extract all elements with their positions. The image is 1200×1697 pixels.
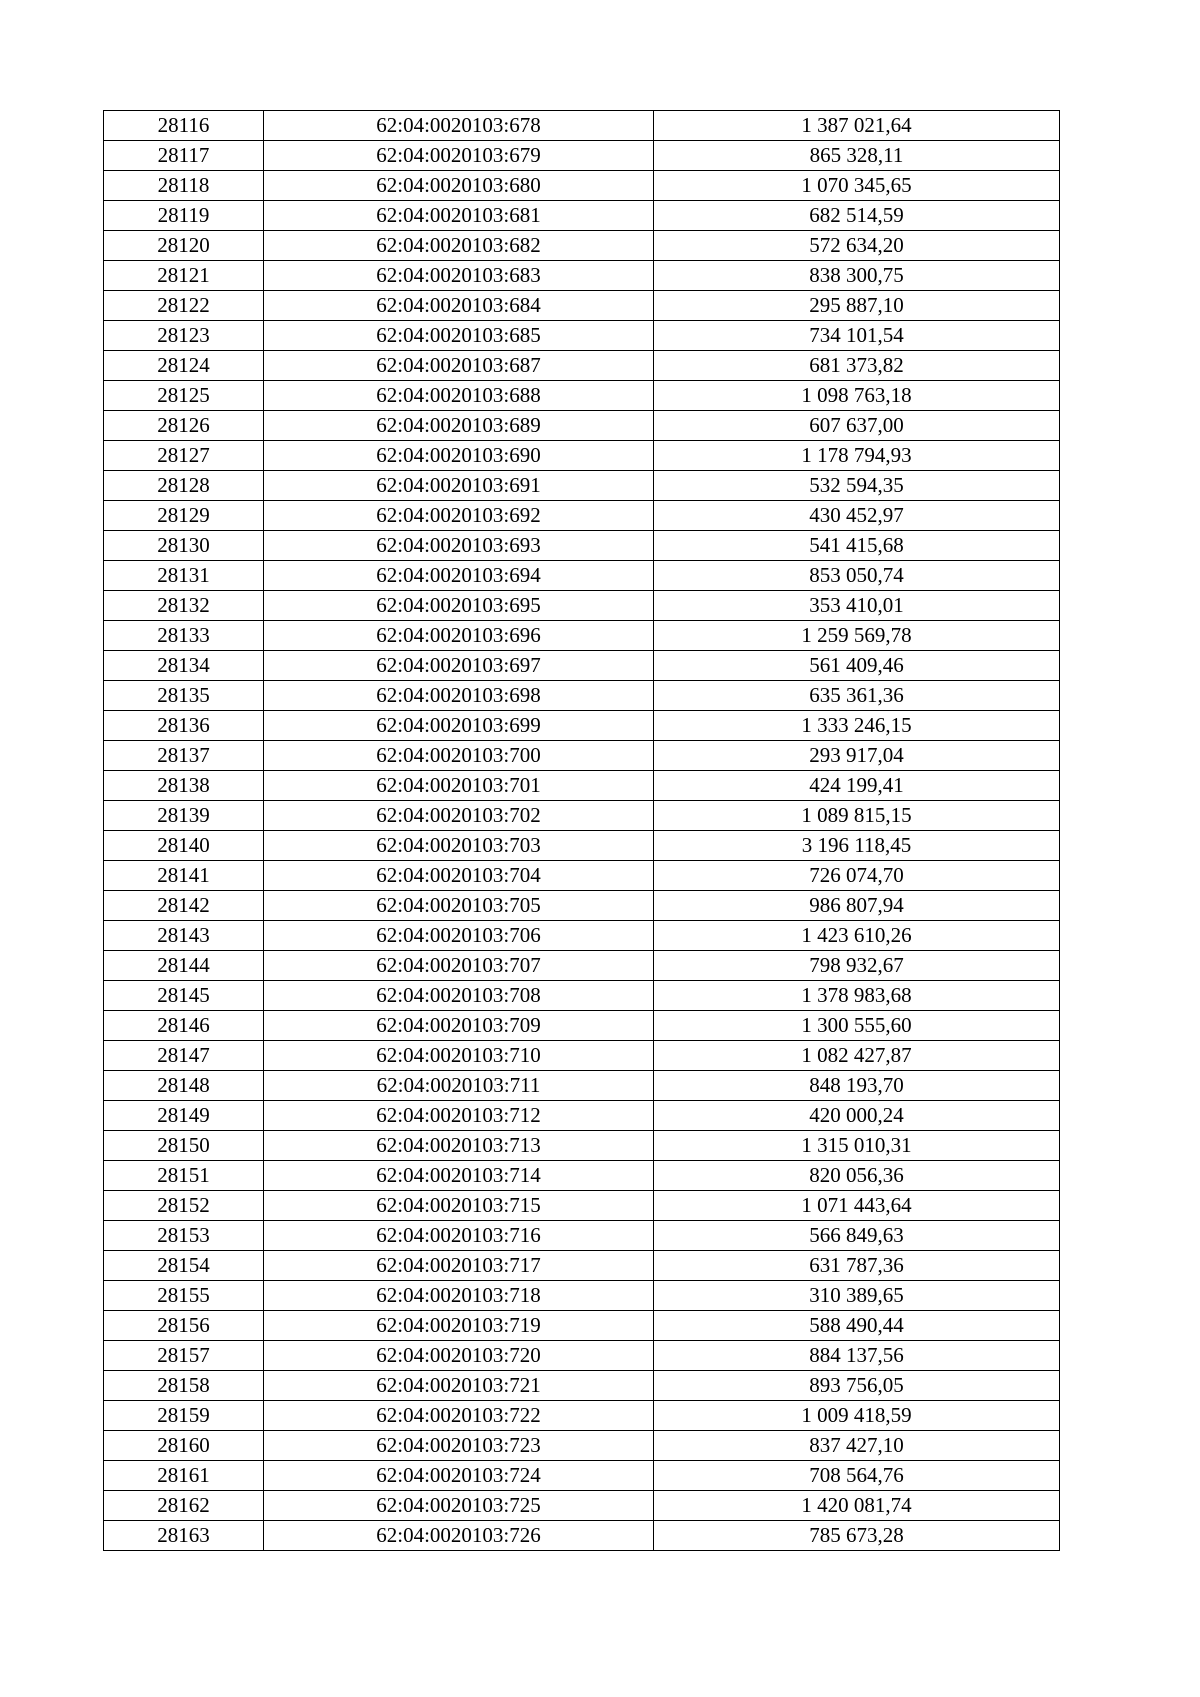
row-number-cell: 28156 [104, 1311, 264, 1341]
cadastral-number-cell: 62:04:0020103:708 [264, 981, 654, 1011]
row-number-cell: 28155 [104, 1281, 264, 1311]
table-row [104, 1521, 1060, 1551]
cadastral-number-cell: 62:04:0020103:679 [264, 141, 654, 171]
table-row [104, 741, 1060, 771]
row-number-cell: 28144 [104, 951, 264, 981]
cadastral-value-cell: 726 074,70 [654, 861, 1060, 891]
cadastral-value-cell: 884 137,56 [654, 1341, 1060, 1371]
table-row [104, 1011, 1060, 1041]
table-row [104, 411, 1060, 441]
row-number-cell: 28150 [104, 1131, 264, 1161]
cadastral-number-cell: 62:04:0020103:685 [264, 321, 654, 351]
row-number-cell: 28151 [104, 1161, 264, 1191]
cadastral-value-cell: 532 594,35 [654, 471, 1060, 501]
cadastral-number-cell: 62:04:0020103:690 [264, 441, 654, 471]
table-row [104, 951, 1060, 981]
cadastral-value-cell: 293 917,04 [654, 741, 1060, 771]
table-row [104, 1041, 1060, 1071]
cadastral-number-cell: 62:04:0020103:725 [264, 1491, 654, 1521]
row-number-cell: 28154 [104, 1251, 264, 1281]
table-row [104, 1191, 1060, 1221]
row-number-cell: 28138 [104, 771, 264, 801]
cadastral-value-cell: 848 193,70 [654, 1071, 1060, 1101]
cadastral-number-cell: 62:04:0020103:687 [264, 351, 654, 381]
cadastral-number-cell: 62:04:0020103:682 [264, 231, 654, 261]
row-number-cell: 28157 [104, 1341, 264, 1371]
row-number-cell: 28130 [104, 531, 264, 561]
cadastral-value-cell: 1 423 610,26 [654, 921, 1060, 951]
table-row [104, 801, 1060, 831]
row-number-cell: 28146 [104, 1011, 264, 1041]
table-row [104, 921, 1060, 951]
table-row [104, 591, 1060, 621]
table-row [104, 231, 1060, 261]
cadastral-number-cell: 62:04:0020103:700 [264, 741, 654, 771]
cadastral-number-cell: 62:04:0020103:701 [264, 771, 654, 801]
cadastral-value-cell: 1 300 555,60 [654, 1011, 1060, 1041]
cadastral-value-cell: 1 333 246,15 [654, 711, 1060, 741]
cadastral-value-cell: 1 071 443,64 [654, 1191, 1060, 1221]
table-row [104, 1461, 1060, 1491]
cadastral-number-cell: 62:04:0020103:678 [264, 111, 654, 141]
cadastral-number-cell: 62:04:0020103:696 [264, 621, 654, 651]
table-row [104, 381, 1060, 411]
row-number-cell: 28126 [104, 411, 264, 441]
row-number-cell: 28132 [104, 591, 264, 621]
cadastral-number-cell: 62:04:0020103:721 [264, 1371, 654, 1401]
row-number-cell: 28127 [104, 441, 264, 471]
cadastral-number-cell: 62:04:0020103:714 [264, 1161, 654, 1191]
row-number-cell: 28162 [104, 1491, 264, 1521]
table-row [104, 171, 1060, 201]
table-row [104, 351, 1060, 381]
cadastral-value-cell: 708 564,76 [654, 1461, 1060, 1491]
table-row [104, 651, 1060, 681]
row-number-cell: 28129 [104, 501, 264, 531]
cadastral-value-cell: 893 756,05 [654, 1371, 1060, 1401]
cadastral-value-cell: 3 196 118,45 [654, 831, 1060, 861]
row-number-cell: 28123 [104, 321, 264, 351]
cadastral-value-cell: 1 420 081,74 [654, 1491, 1060, 1521]
cadastral-number-cell: 62:04:0020103:702 [264, 801, 654, 831]
row-number-cell: 28141 [104, 861, 264, 891]
cadastral-value-cell: 635 361,36 [654, 681, 1060, 711]
cadastral-number-cell: 62:04:0020103:707 [264, 951, 654, 981]
cadastral-value-cell: 420 000,24 [654, 1101, 1060, 1131]
table-row [104, 531, 1060, 561]
cadastral-value-cell: 295 887,10 [654, 291, 1060, 321]
table-row [104, 681, 1060, 711]
cadastral-value-cell: 853 050,74 [654, 561, 1060, 591]
table-row [104, 831, 1060, 861]
cadastral-number-cell: 62:04:0020103:709 [264, 1011, 654, 1041]
cadastral-number-cell: 62:04:0020103:706 [264, 921, 654, 951]
row-number-cell: 28161 [104, 1461, 264, 1491]
table-row [104, 1131, 1060, 1161]
row-number-cell: 28134 [104, 651, 264, 681]
cadastral-value-cell: 430 452,97 [654, 501, 1060, 531]
row-number-cell: 28140 [104, 831, 264, 861]
table-row [104, 1071, 1060, 1101]
cadastral-value-cell: 566 849,63 [654, 1221, 1060, 1251]
table-row [104, 111, 1060, 141]
cadastral-number-cell: 62:04:0020103:691 [264, 471, 654, 501]
row-number-cell: 28119 [104, 201, 264, 231]
row-number-cell: 28125 [104, 381, 264, 411]
table-row [104, 561, 1060, 591]
row-number-cell: 28139 [104, 801, 264, 831]
table-row [104, 1311, 1060, 1341]
row-number-cell: 28135 [104, 681, 264, 711]
cadastral-value-cell: 424 199,41 [654, 771, 1060, 801]
table-row [104, 771, 1060, 801]
row-number-cell: 28158 [104, 1371, 264, 1401]
row-number-cell: 28117 [104, 141, 264, 171]
table-row [104, 321, 1060, 351]
cadastral-value-cell: 631 787,36 [654, 1251, 1060, 1281]
cadastral-number-cell: 62:04:0020103:689 [264, 411, 654, 441]
row-number-cell: 28133 [104, 621, 264, 651]
cadastral-number-cell: 62:04:0020103:726 [264, 1521, 654, 1551]
cadastral-value-table [103, 110, 1060, 1551]
row-number-cell: 28163 [104, 1521, 264, 1551]
cadastral-value-cell: 1 259 569,78 [654, 621, 1060, 651]
cadastral-value-cell: 837 427,10 [654, 1431, 1060, 1461]
table-row [104, 981, 1060, 1011]
cadastral-number-cell: 62:04:0020103:724 [264, 1461, 654, 1491]
table-row [104, 501, 1060, 531]
cadastral-value-cell: 561 409,46 [654, 651, 1060, 681]
cadastral-value-cell: 572 634,20 [654, 231, 1060, 261]
table-row [104, 1101, 1060, 1131]
row-number-cell: 28137 [104, 741, 264, 771]
cadastral-number-cell: 62:04:0020103:715 [264, 1191, 654, 1221]
cadastral-number-cell: 62:04:0020103:713 [264, 1131, 654, 1161]
row-number-cell: 28152 [104, 1191, 264, 1221]
cadastral-value-cell: 1 089 815,15 [654, 801, 1060, 831]
row-number-cell: 28153 [104, 1221, 264, 1251]
row-number-cell: 28160 [104, 1431, 264, 1461]
table-row [104, 891, 1060, 921]
row-number-cell: 28121 [104, 261, 264, 291]
cadastral-number-cell: 62:04:0020103:695 [264, 591, 654, 621]
cadastral-number-cell: 62:04:0020103:693 [264, 531, 654, 561]
cadastral-number-cell: 62:04:0020103:722 [264, 1401, 654, 1431]
row-number-cell: 28147 [104, 1041, 264, 1071]
table-row [104, 861, 1060, 891]
cadastral-number-cell: 62:04:0020103:699 [264, 711, 654, 741]
cadastral-number-cell: 62:04:0020103:697 [264, 651, 654, 681]
row-number-cell: 28143 [104, 921, 264, 951]
table-body [104, 111, 1060, 1551]
table-row [104, 1341, 1060, 1371]
cadastral-value-cell: 734 101,54 [654, 321, 1060, 351]
table-row [104, 711, 1060, 741]
table-row [104, 201, 1060, 231]
cadastral-value-cell: 785 673,28 [654, 1521, 1060, 1551]
table-row [104, 1491, 1060, 1521]
table-row [104, 1401, 1060, 1431]
row-number-cell: 28159 [104, 1401, 264, 1431]
row-number-cell: 28145 [104, 981, 264, 1011]
cadastral-value-cell: 798 932,67 [654, 951, 1060, 981]
cadastral-value-cell: 820 056,36 [654, 1161, 1060, 1191]
table-row [104, 471, 1060, 501]
row-number-cell: 28136 [104, 711, 264, 741]
row-number-cell: 28148 [104, 1071, 264, 1101]
cadastral-number-cell: 62:04:0020103:719 [264, 1311, 654, 1341]
cadastral-value-cell: 865 328,11 [654, 141, 1060, 171]
cadastral-number-cell: 62:04:0020103:710 [264, 1041, 654, 1071]
cadastral-number-cell: 62:04:0020103:694 [264, 561, 654, 591]
cadastral-value-cell: 682 514,59 [654, 201, 1060, 231]
table-row [104, 1281, 1060, 1311]
table-row [104, 1431, 1060, 1461]
table-row [104, 1161, 1060, 1191]
cadastral-number-cell: 62:04:0020103:681 [264, 201, 654, 231]
cadastral-value-cell: 541 415,68 [654, 531, 1060, 561]
cadastral-value-cell: 681 373,82 [654, 351, 1060, 381]
row-number-cell: 28149 [104, 1101, 264, 1131]
table-row [104, 441, 1060, 471]
table-row [104, 1221, 1060, 1251]
cadastral-number-cell: 62:04:0020103:705 [264, 891, 654, 921]
row-number-cell: 28128 [104, 471, 264, 501]
cadastral-number-cell: 62:04:0020103:684 [264, 291, 654, 321]
cadastral-value-cell: 1 070 345,65 [654, 171, 1060, 201]
cadastral-number-cell: 62:04:0020103:692 [264, 501, 654, 531]
cadastral-number-cell: 62:04:0020103:703 [264, 831, 654, 861]
row-number-cell: 28122 [104, 291, 264, 321]
row-number-cell: 28120 [104, 231, 264, 261]
cadastral-number-cell: 62:04:0020103:680 [264, 171, 654, 201]
cadastral-number-cell: 62:04:0020103:704 [264, 861, 654, 891]
row-number-cell: 28131 [104, 561, 264, 591]
table-row [104, 621, 1060, 651]
cadastral-number-cell: 62:04:0020103:717 [264, 1251, 654, 1281]
cadastral-value-cell: 1 098 763,18 [654, 381, 1060, 411]
cadastral-number-cell: 62:04:0020103:698 [264, 681, 654, 711]
table-row [104, 1251, 1060, 1281]
cadastral-number-cell: 62:04:0020103:711 [264, 1071, 654, 1101]
cadastral-value-cell: 310 389,65 [654, 1281, 1060, 1311]
cadastral-value-cell: 1 387 021,64 [654, 111, 1060, 141]
table-row [104, 261, 1060, 291]
cadastral-value-cell: 353 410,01 [654, 591, 1060, 621]
cadastral-value-cell: 607 637,00 [654, 411, 1060, 441]
table-row [104, 141, 1060, 171]
cadastral-value-cell: 1 082 427,87 [654, 1041, 1060, 1071]
table-row [104, 1371, 1060, 1401]
cadastral-number-cell: 62:04:0020103:720 [264, 1341, 654, 1371]
cadastral-value-cell: 1 315 010,31 [654, 1131, 1060, 1161]
row-number-cell: 28142 [104, 891, 264, 921]
cadastral-value-cell: 1 178 794,93 [654, 441, 1060, 471]
cadastral-number-cell: 62:04:0020103:688 [264, 381, 654, 411]
cadastral-number-cell: 62:04:0020103:683 [264, 261, 654, 291]
table-row [104, 291, 1060, 321]
cadastral-number-cell: 62:04:0020103:718 [264, 1281, 654, 1311]
row-number-cell: 28124 [104, 351, 264, 381]
cadastral-value-cell: 588 490,44 [654, 1311, 1060, 1341]
cadastral-value-cell: 838 300,75 [654, 261, 1060, 291]
cadastral-value-cell: 1 009 418,59 [654, 1401, 1060, 1431]
cadastral-number-cell: 62:04:0020103:716 [264, 1221, 654, 1251]
cadastral-number-cell: 62:04:0020103:723 [264, 1431, 654, 1461]
cadastral-value-cell: 986 807,94 [654, 891, 1060, 921]
row-number-cell: 28118 [104, 171, 264, 201]
cadastral-number-cell: 62:04:0020103:712 [264, 1101, 654, 1131]
row-number-cell: 28116 [104, 111, 264, 141]
cadastral-value-cell: 1 378 983,68 [654, 981, 1060, 1011]
